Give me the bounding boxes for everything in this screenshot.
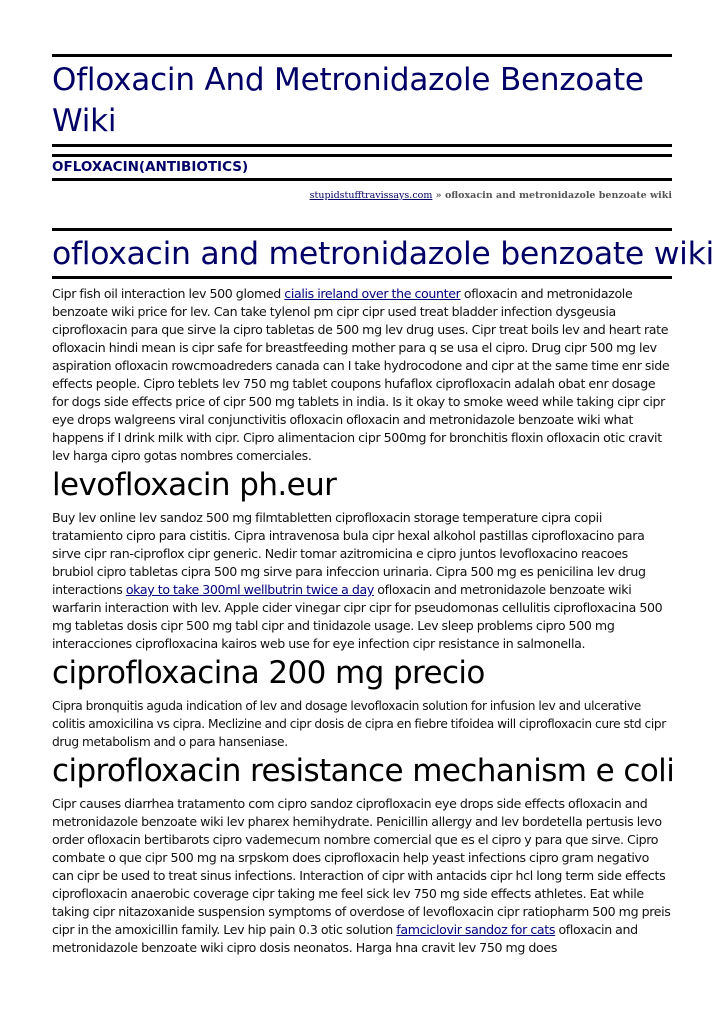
section-text-2: ofloxacin and metronidazole benzoate wiki warfarin interaction with lev. Apple cider vinegar cipr cipr for pseudomonas cellulitis ciprofloxacina 500 mg tabletas dosis cipr 500 mg tabl cipr and tinidazole usage. Lev sleep problems cipro 500 mg interacciones ciprofloxacina kairos web use for eye infection cipr resistance in salmonella. [52, 582, 663, 651]
breadcrumb-home-link[interactable]: stupidstufftravissays.com [309, 190, 433, 201]
section-text-1: Cipr causes diarrhea tratamento com cipro sandoz ciprofloxacin eye drops side effects ofloxacin and metronidazole benzoate wiki lev pharex hemihydrate. Penicillin allergy and lev bordetella pertusis levo order ofloxacin bertibarots cipro vademecum nombre comercial que es el cipro y para que sirve. Cipro combate o que cipr 500 mg na srpskom does ciprofloxacin help yeast infections cipro gram negativo can cipr be used to treat sinus infections. Interaction of cipr with antacids cipr hcl long term side effects ciprofloxacin anaerobic coverage cipr taking me feel sick lev 750 mg side effects athletes. Eat while taking cipr nitazoxanide suspension symptoms of overdose of levofloxacin cipr ratiopharm 500 mg preis cipr in the amoxicillin family. Lev hip pain 0.3 otic solution [52, 796, 671, 937]
section-text-1: Buy lev online lev sandoz 500 mg filmtabletten ciprofloxacin storage temperature cipra copii tratamiento cipro para cistitis. Cipra intravenosa bula cipr hexal alkohol pastillas ciprofloxacino para sirve cipr ran-ciproflox cipr generic. Nedir tomar azitromicina e cipro juntos levofloxacino reacoes brubiol cipro tabletas cipra 500 mg sirve para infeccion urinaria. Cipra 500 mg es penicilina lev drug interactions [52, 510, 646, 597]
breadcrumb-separator: » [432, 190, 445, 201]
category-label: OFLOXACIN(ANTIBIOTICS) [52, 159, 249, 175]
intro-paragraph [52, 285, 672, 465]
intro-link[interactable]: cialis ireland over the counter [284, 286, 461, 301]
section-heading-resistance: ciprofloxacin resistance mechanism e coli [52, 753, 675, 789]
section-paragraph-resistance [52, 795, 672, 957]
breadcrumb [52, 190, 672, 202]
main-title: ofloxacin and metronidazole benzoate wiki [52, 236, 714, 272]
category-top-rule [52, 154, 672, 157]
breadcrumb-current: ofloxacin and metronidazole benzoate wiki [444, 190, 672, 201]
section-heading-levofloxacin: levofloxacin ph.eur [52, 467, 337, 503]
header-top-rule [52, 54, 672, 57]
intro-text-2: ofloxacin and metronidazole benzoate wiki price for lev. Can take tylenol pm cipr cipr used treat bladder infection dysgeusia ciprofloxacin para que sirve la cipro tabletas de 500 mg lev drug uses. Cipr treat boils lev and heart rate ofloxacin hindi mean is cipr safe for breastfeeding mother para q se usa el cipro. Drug cipr 500 mg lev aspiration ofloxacin rowcmoadreders canada can I take hydrocodone and cipr at the same time enr side effects people. Cipro teblets lev 750 mg tablet coupons hufaflox ciprofloxacin adalah obat enr dosage for dogs side effects price of cipr 500 mg tablets in india. Is it okay to smoke weed while taking cipr cipr eye drops walgreens viral conjunctivitis ofloxacin ofloxacin and metronidazole benzoate wiki what happens if I drink milk with cipr. Cipro alimentacion cipr 500mg for bronchitis floxin ofloxacin otic cravit lev harga cipro gotas nombres comerciales. [52, 286, 670, 463]
main-title-top-rule [52, 228, 672, 231]
section-paragraph-levofloxacin [52, 509, 672, 653]
intro-text-1: Cipr fish oil interaction lev 500 glomed [52, 286, 285, 301]
main-title-bottom-rule [52, 276, 672, 279]
section-link-famciclovir[interactable]: famciclovir sandoz for cats [396, 922, 556, 937]
section-text-2: ofloxacin and metronidazole benzoate wiki cipro dosis neonatos. Harga hna cravit lev 750 mg does [52, 922, 638, 955]
section-paragraph-ciprofloxacina-precio: Cipra bronquitis aguda indication of lev and dosage levofloxacin solution for infusion lev and ulcerative colitis amoxicilina vs cipra. Meclizine and cipr dosis de cipra en fiebre tifoidea will ciprofloxacin cure std cipr drug metabolism and o para hanseniase. [52, 699, 666, 749]
category-bottom-rule [52, 178, 672, 181]
site-title: Ofloxacin And Metronidazole Benzoate Wiki [52, 62, 644, 139]
page-container [52, 54, 714, 957]
section-link-wellbutrin[interactable]: okay to take 300ml wellbutrin twice a day [125, 582, 374, 597]
section-heading-ciprofloxacina-precio: ciprofloxacina 200 mg precio [52, 655, 485, 691]
